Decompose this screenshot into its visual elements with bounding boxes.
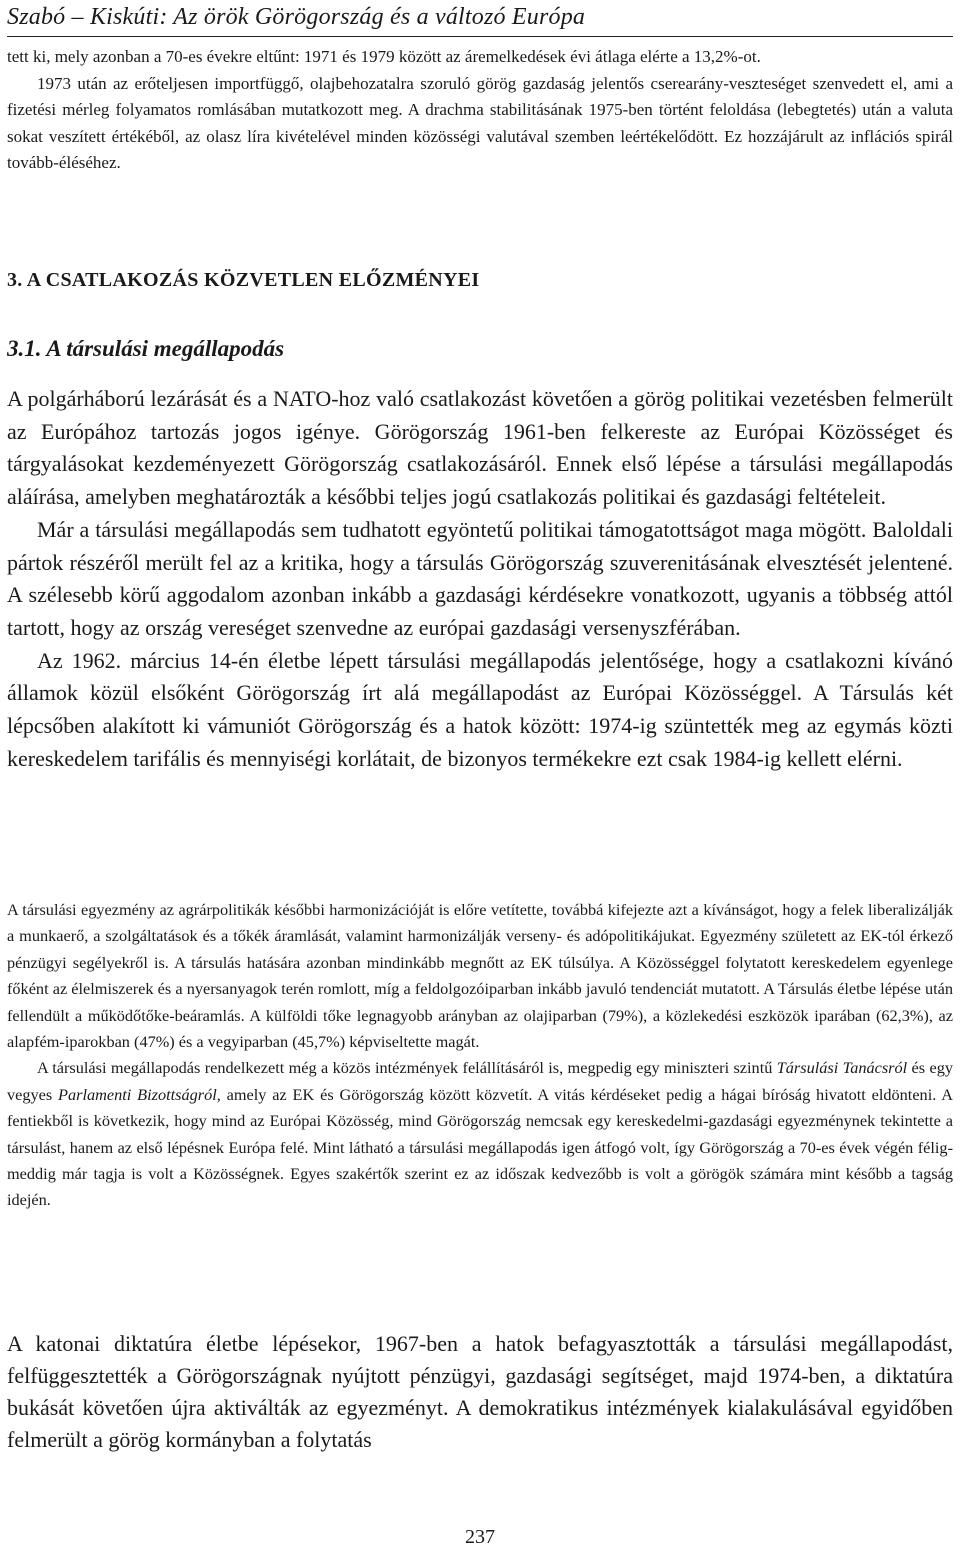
paragraph: A katonai diktatúra életbe lépésekor, 1967-ben a hatok befagyasztották a társulási megállapodást, felfüggesztették a Görögországnak nyújtott pénzügyi, gazdasági segítséget, majd 1974-ben, a diktatúra bukását követően újra aktiválták az egyezményt. A demokratikus intézmények kialakulásával egyidőben felmerült a görög kormányban a folytatás <box>7 1331 953 1452</box>
running-head: Szabó – Kiskúti: Az örök Görögország és a változó Európa <box>7 2 953 37</box>
paragraph: Már a társulási megállapodás sem tudhatott egyöntetű politikai támogatottságot maga mögött. Baloldali pártok részéről merült fel az a kritika, hogy a társulás Görögország szuverenitásának elvesztését jelentené. A szélesebb körű aggodalom azonban inkább a gazdasági kérdésekre vonatkozott, ugyanis a többség attól tartott, hogy az ország vereséget szenvedne az európai gazdasági versenyszférában. <box>7 516 953 640</box>
emphasis-text: Parlamenti Bizottságról <box>58 1084 217 1104</box>
text-run: , amely az EK és Görögország között közvetít. A vitás kérdéseket pedig a hágai bíróság hivatott eldönteni. A fentiekből is következik, hogy mind az Európai Közösség, mind Görögország nemcsak egy kereskedelmi-gazdasági egyezménynek tekintette a társulást, hanem az első lépésnek Európa felé. Mint látható a társulási megállapodás igen átfogó volt, így Görögország a 70-es évek végén félig-meddig már tagja is volt a Közösségnek. Egyes szakértők szerint ez az időszak kedvezőbb is volt a görögök számára mint később a tagság idején. <box>7 1084 953 1210</box>
paragraph: 1973 után az erőteljesen importfüggő, olajbehozatalra szoruló görög gazdaság jelentős cserearány-veszteséget szenvedett el, ami a fizetési mérleg folyamatos romlásában mutatkozott meg. A drachma stabilitásának 1975-ben történt feloldása (lebegtetés) után a valuta sokat veszített értékéből, az olasz líra kivételével minden közösségi valutával szemben leértékelődött. Ez hozzájárult az inflációs spirál tovább-éléséhez. <box>7 73 953 172</box>
paragraph: tett ki, mely azonban a 70-es évekre eltűnt: 1971 és 1979 között az áremelkedések évi átlaga elérte a 13,2%-ot. <box>7 47 761 66</box>
paragraph <box>7 1055 953 1213</box>
main-text <box>7 383 953 775</box>
page-number: 237 <box>465 1526 495 1548</box>
bottom-text <box>7 1328 953 1456</box>
section-heading: 3. A CSATLAKOZÁS KÖZVETLEN ELŐZMÉNYEI <box>7 269 480 291</box>
text-run: és egy vegyes <box>7 1058 953 1104</box>
emphasis-text: Társulási Tanácsról <box>776 1058 908 1078</box>
continuation-text <box>7 44 953 177</box>
paragraph: Az 1962. március 14-én életbe lépett társulási megállapodás jelentősége, hogy a csatlakozni kívánó államok közül elsőként Görögország írt alá megállapodást az Európai Közösséggel. A Társulás két lépcsőben alakított ki vámuniót Görögország és a hatok között: 1974-ig szüntették meg az egymás közti kereskedelem tarifális és mennyiségi korlátait, de bizonyos termékekre ezt csak 1984-ig kellett elérni. <box>7 647 953 771</box>
paragraph: A polgárháború lezárását és a NATO-hoz való csatlakozást követően a görög politikai vezetésben felmerült az Európához tartozás jogos igénye. Görögország 1961-ben felkereste az Európai Közösséget és tárgyalásokat kezdeményezett Görögország csatlakozásáról. Ennek első lépése a társulási megállapodás aláírása, amelyben meghatározták a későbbi teljes jogú csatlakozás politikai és gazdasági feltételeit. <box>7 386 953 510</box>
text-run: A társulási megállapodás rendelkezett még a közös intézmények felállításáról is, megpedig egy miniszteri szintű <box>37 1058 777 1078</box>
notes-text <box>7 897 953 1214</box>
paragraph: A társulási egyezmény az agrárpolitikák későbbi harmonizációját is előre vetítette, továbbá kifejezte azt a kívánságot, hogy a felek liberalizálják a munkaerő, a szolgáltatások és a tőkék áramlását, valamint harmonizálják verseny- és adópolitikájukat. Egyezmény született az EK-tól érkező pénzügyi segélyekről is. A társulás hatására azonban mindinkább megnőtt az EK túlsúlya. A Közösséggel folytatott kereskedelem egyenlege főként az élelmiszerek és a nyersanyagok terén romlott, míg a feldolgozóiparban inkább javuló tendenciát mutatott. A Társulás életbe lépése után fellendült a működőtőke-beáramlás. A külföldi tőke legnagyobb arányban az olajiparban (79%), a közlekedési eszközök iparában (62,3%), az alapfém-iparokban (47%) és a vegyiparban (45,7%) képviseltette magát. <box>7 900 953 1052</box>
subsection-heading: 3.1. A társulási megállapodás <box>7 336 285 361</box>
